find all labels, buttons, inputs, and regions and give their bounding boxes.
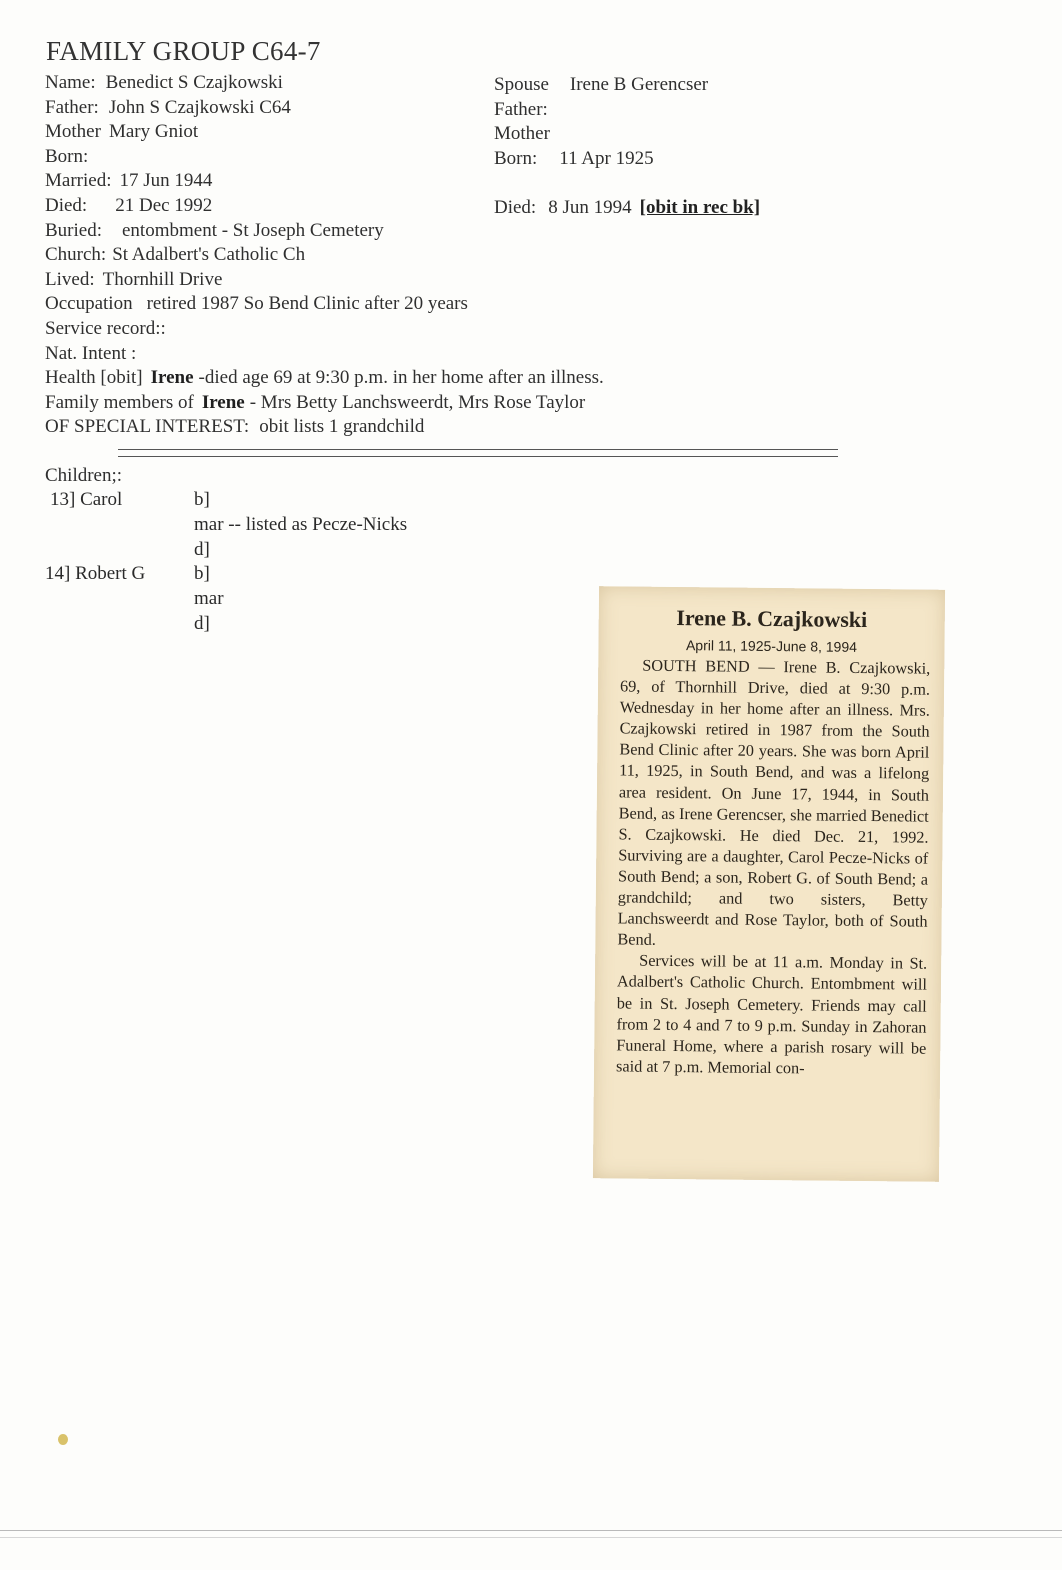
- spouse-value: Irene B Gerencser: [569, 74, 709, 95]
- field-row: [45, 268, 468, 293]
- field-row: [45, 120, 468, 145]
- family-text: - Mrs Betty Lanchsweerdt, Mrs Rose Taylor: [249, 392, 586, 413]
- special-interest-line: [45, 415, 424, 440]
- health-line: [45, 366, 604, 391]
- obituary-clipping: [593, 586, 945, 1182]
- field-row: [45, 342, 468, 367]
- field-value: John S Czajkowski C64: [108, 96, 291, 118]
- field-value: Thornhill Drive: [102, 268, 223, 290]
- obit-reference: [obit in rec bk]: [639, 196, 761, 218]
- field-label: Married:: [45, 170, 112, 192]
- obituary-title: Irene B. Czajkowski: [676, 605, 868, 633]
- field-row: [45, 243, 468, 268]
- spouse-married-row-empty: [494, 171, 760, 196]
- page-title: FAMILY GROUP C64-7: [46, 36, 321, 66]
- field-row: [45, 145, 468, 170]
- field-row: [45, 96, 468, 121]
- field-label: Died:: [45, 194, 88, 216]
- spouse-father-label: Father:: [494, 98, 548, 120]
- spouse-mother-row: [494, 122, 760, 147]
- family-members-line: [45, 391, 585, 416]
- field-value: St Adalbert's Catholic Ch: [112, 244, 306, 266]
- field-row: [45, 194, 468, 219]
- husband-details: [45, 71, 468, 366]
- spouse-row: [494, 73, 760, 98]
- field-label: Father:: [45, 96, 99, 118]
- spouse-born-value: 11 Apr 1925: [559, 147, 654, 169]
- spouse-label: Spouse: [494, 74, 549, 95]
- child-entry: [45, 488, 465, 562]
- field-label: Mother: [45, 121, 101, 143]
- spouse-mother-label: Mother: [494, 123, 550, 145]
- field-label: Buried:: [45, 219, 102, 241]
- spouse-died-row: [494, 196, 760, 221]
- child-name: 13] Carol: [50, 489, 123, 510]
- child-born: b]: [194, 563, 210, 584]
- child-married: mar: [194, 588, 224, 609]
- field-row: [45, 219, 468, 244]
- child-name: 14] Robert G: [45, 563, 146, 584]
- field-label: Service record::: [45, 317, 166, 339]
- field-value: 21 Dec 1992: [115, 194, 213, 216]
- health-name: Irene: [150, 367, 194, 388]
- field-value: Benedict S Czajkowski: [105, 72, 283, 93]
- field-label: Lived:: [45, 268, 95, 290]
- spouse-details: [494, 73, 760, 221]
- spouse-born-row: [494, 147, 760, 172]
- field-label: Occupation: [45, 293, 133, 315]
- field-value: Mary Gniot: [108, 121, 199, 143]
- child-died: d]: [194, 539, 210, 560]
- health-label: Health [obit]: [45, 367, 143, 388]
- special-label: OF SPECIAL INTEREST:: [45, 416, 250, 437]
- field-label: Name:: [45, 72, 96, 93]
- field-row: [45, 292, 468, 317]
- spouse-born-label: Born:: [494, 147, 538, 169]
- separator-rule: [118, 449, 838, 457]
- obituary-text: [616, 654, 930, 1079]
- obituary-paragraph: SOUTH BEND — Irene B. Czajkowski, 69, of Thornhill Drive, died at 9:30 p.m. Wednesday in her home after an illness. Mrs. Czajkowski retired in 1987 from the South Bend Clinic after 20 years. She was born April 11, 1925, in South Bend, and was a lifelong area resident. On June 17, 1944, in South Bend, as Irene Gerencser, she married Benedict S. Czajkowski. He died Dec. 21, 1992. Surviving are a daughter, Carol Pecze-Nicks of South Bend; a son, Robert G. of South Bend; a grandchild; and two sisters, Betty Lanchsweerdt and Rose Taylor, both of South Bend.: [617, 655, 931, 950]
- special-value: obit lists 1 grandchild: [259, 416, 425, 437]
- field-row: [45, 169, 468, 194]
- health-text: -died age 69 at 9:30 p.m. in her home after an illness.: [198, 367, 604, 388]
- field-label: Born:: [45, 145, 89, 167]
- spouse-died-label: Died:: [494, 196, 537, 218]
- child-married: mar -- listed as Pecze-Nicks: [194, 514, 408, 535]
- spouse-died-value: 8 Jun 1994: [548, 196, 632, 218]
- child-entry: [45, 562, 465, 636]
- field-label: Nat. Intent :: [45, 342, 137, 364]
- field-label: Church:: [45, 244, 107, 266]
- family-name: Irene: [201, 392, 245, 413]
- paper-speck: [58, 1434, 68, 1445]
- field-value: entombment - St Joseph Cemetery: [122, 219, 384, 241]
- field-value: retired 1987 So Bend Clinic after 20 years: [146, 293, 468, 315]
- field-row: [45, 317, 468, 342]
- children-label: Children;:: [45, 465, 123, 486]
- child-died: d]: [194, 613, 210, 634]
- family-label: Family members of: [45, 392, 194, 413]
- obituary-paragraph: Services will be at 11 a.m. Monday in St. Adalbert's Catholic Church. Entombment will be in St. Joseph Cemetery. Friends may call from 2 to 4 and 7 to 9 p.m. Sunday in Zahoran Funeral Home, where a parish rosary will be said at 7 p.m. Memorial con-: [615, 950, 928, 1078]
- child-born: b]: [194, 489, 210, 510]
- page-bottom-edge: [0, 1530, 1062, 1538]
- spouse-father-row: [494, 98, 760, 123]
- obituary-dates: April 11, 1925-June 8, 1994: [685, 637, 858, 655]
- field-value: 17 Jun 1944: [119, 170, 213, 192]
- field-row: [45, 71, 468, 96]
